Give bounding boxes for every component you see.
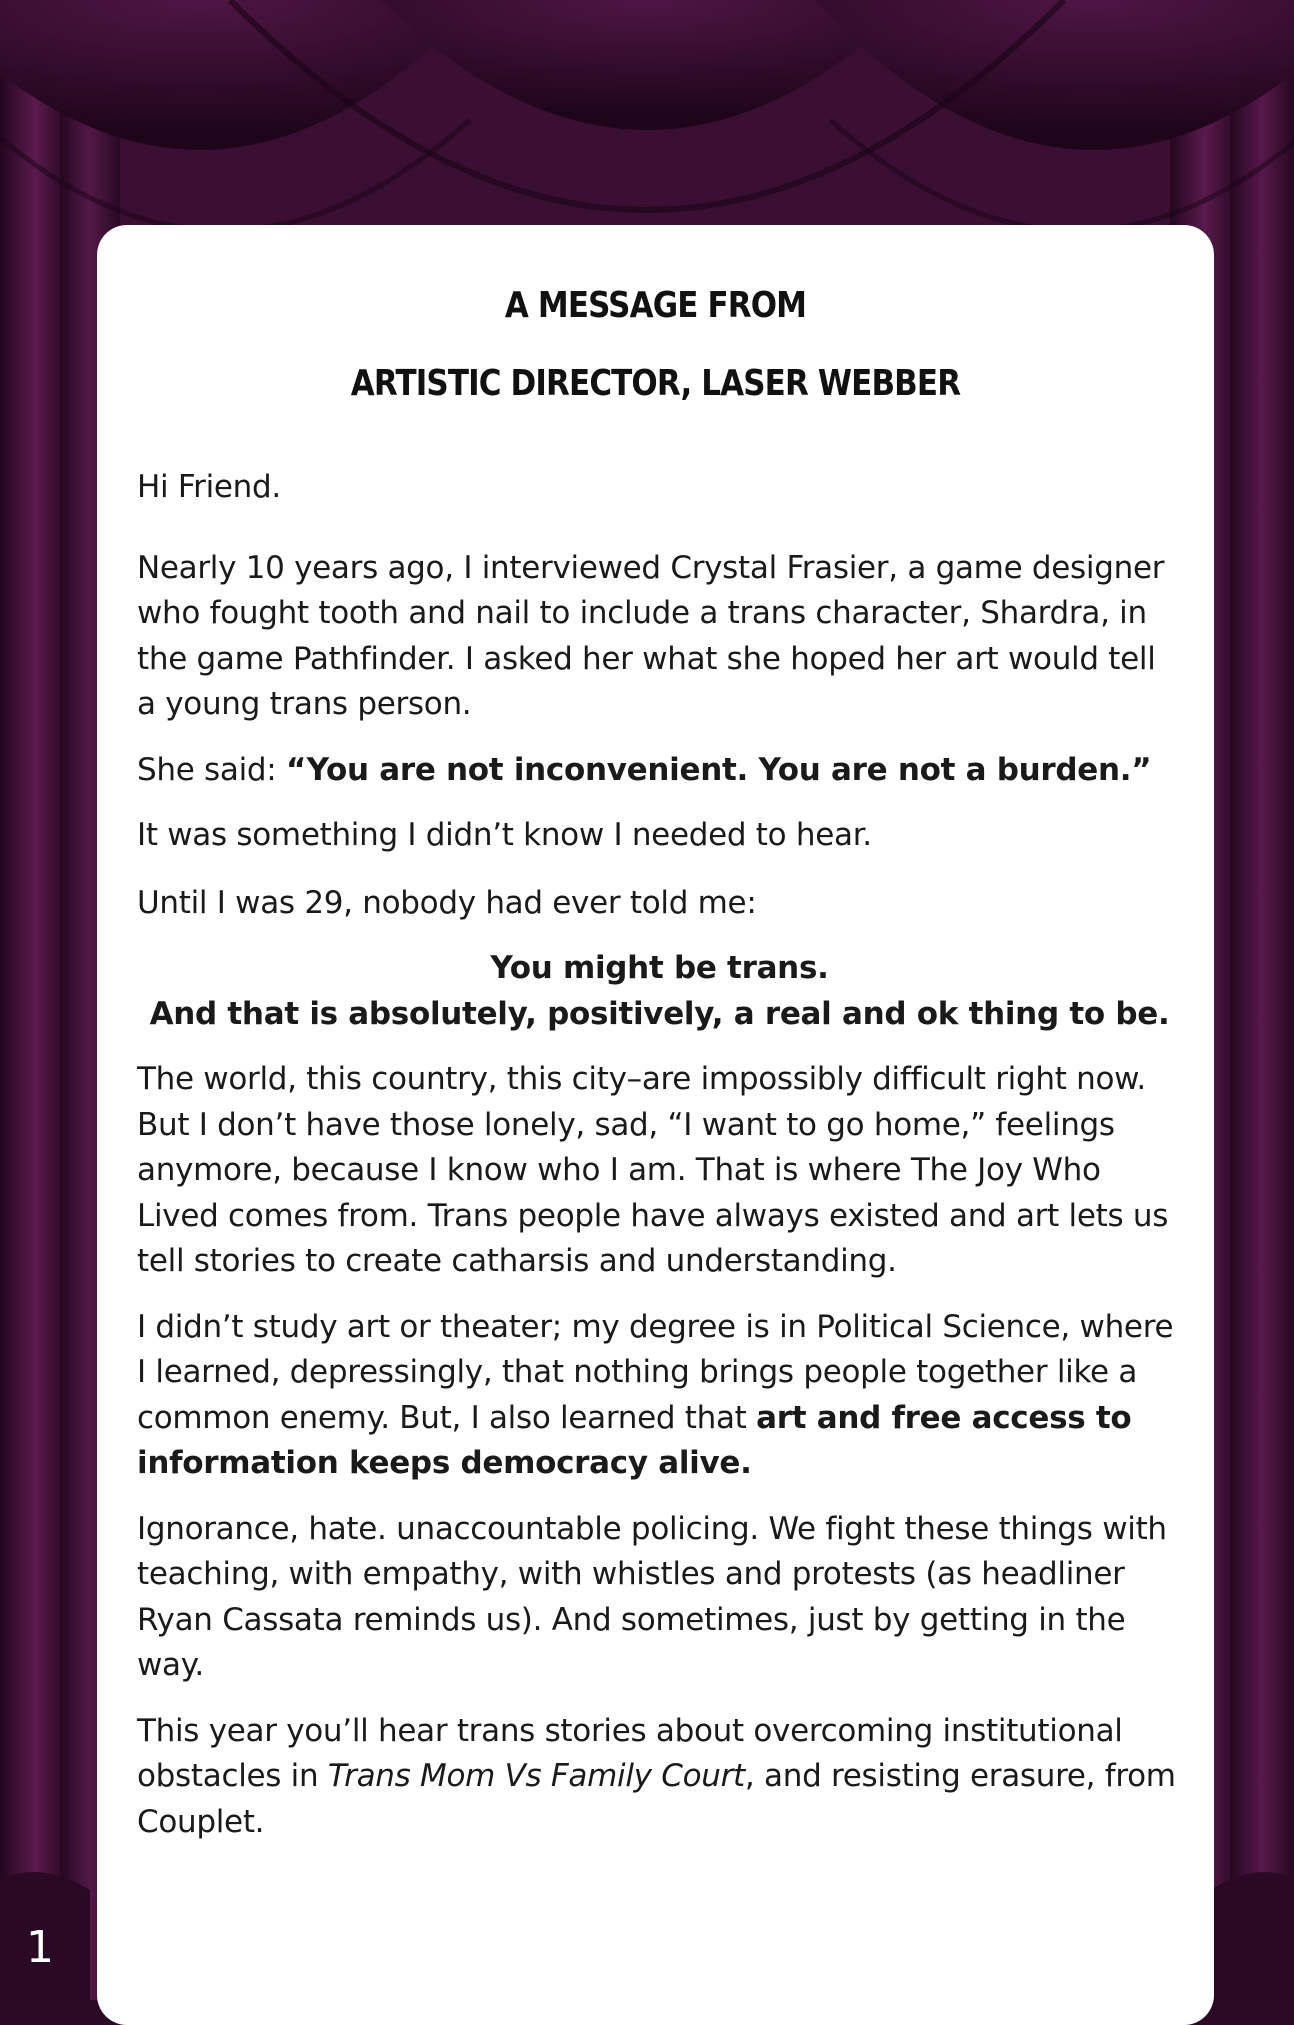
- paragraph-needed-to-hear: It was something I didn’t know I needed to hear.: [137, 817, 872, 853]
- this-year-lead: This year you’ll hear trans stories about overcoming institutional obstacles in: [137, 1712, 1123, 1794]
- greeting: Hi Friend.: [137, 469, 281, 505]
- paragraph-political-science: [137, 1305, 1182, 1487]
- quote-line-1: You might be trans.: [490, 950, 829, 986]
- quote-line-2: And that is absolutely, positively, a real and ok thing to be.: [149, 995, 1170, 1032]
- she-said-quote: “You are not inconvenient. You are not a burden.”: [286, 751, 1152, 788]
- heading-line-2: ARTISTIC DIRECTOR, LASER WEBBER: [350, 363, 961, 404]
- paragraph-she-said: [137, 748, 1182, 794]
- page-number: 1: [26, 1922, 54, 1973]
- heading-line-1: A MESSAGE FROM: [504, 285, 807, 326]
- she-said-lead: She said:: [137, 751, 286, 788]
- paragraph-ignorance: Ignorance, hate. unaccountable policing. We fight these things with teaching, with empathy, with whistles and protests (as headliner Ryan Cassata reminds us). And sometimes, just by getting in the way.: [137, 1510, 1167, 1683]
- show-title: Trans Mom Vs Family Court: [327, 1758, 745, 1794]
- political-science-bold: art and free access to information keeps democracy alive.: [137, 1399, 1132, 1481]
- paragraph-world: The world, this country, this city–are impossibly difficult right now. But I don’t have those lonely, sad, “I want to go home,” feelings anymore, because I know who I am. That is where The Joy Who Lived comes from. Trans people have always existed and art lets us tell stories to create catharsis and understanding.: [137, 1061, 1169, 1279]
- political-science-lead: I didn’t study art or theater; my degree is in Political Science, where I learned, depressingly, that nothing brings people together like a common enemy. But, I also learned that: [137, 1308, 1174, 1436]
- message-card: [97, 225, 1214, 2025]
- paragraph-interview: Nearly 10 years ago, I interviewed Crystal Frasier, a game designer who fought tooth and nail to include a trans character, Shardra, in the game Pathfinder. I asked her what she hoped her art would tell a young trans person.: [137, 549, 1165, 722]
- paragraph-this-year: [137, 1709, 1182, 1846]
- paragraph-until-29: Until I was 29, nobody had ever told me:: [137, 884, 757, 921]
- letter-body: [137, 465, 1182, 1845]
- this-year-tail: , and resisting erasure, from Couplet.: [137, 1758, 1176, 1840]
